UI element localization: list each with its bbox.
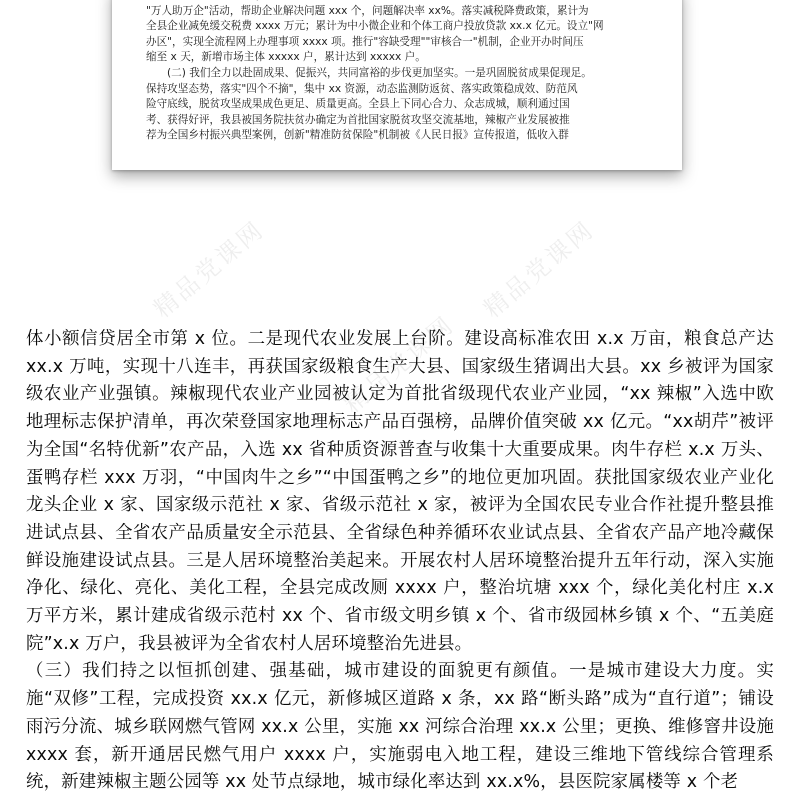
preview-line: 缩至 x 天，新增市场主体 xxxxx 户，累计达到 xxxxx 户。 [146, 51, 426, 64]
preview-line: "万人助万企"活动，帮助企业解决问题 xxx 个，问题解决率 xx%。落实减税降费政策，累计为 [146, 4, 589, 17]
watermark: 精品党课网 [478, 215, 600, 324]
preview-line: 办区"，实现全流程网上办理事项 xxxx 项。推行"容缺受理""审核合一"机制，企业开办时间压 [146, 35, 584, 48]
preview-line: 考、获得好评，我县被国务院扶贫办确定为首批国家脱贫攻坚交流基地，辣椒产业发展被推 [146, 113, 570, 126]
preview-line: 险守底线，脱贫攻坚成果成色更足、质量更高。全县上下同心合力、众志成城，顺利通过国 [146, 98, 570, 111]
body-paragraph: 体小额信贷居全市第 x 位。二是现代农业发展上台阶。建设高标准农田 x.x 万亩，粮食总产达 xx.x 万吨，实现十八连丰，再获国家级粮食生产大县、国家级生猪调出大县。xx 乡被评为国家级农业产业强镇。辣椒现代农业产业园被认定为首批省级现代农业产业园，“xx 辣椒”入选中欧地理标志保护清单，再次荣登国家地理标志产品百强榜，品牌价值突破 xx 亿元。“xx胡芹”被评为全国“名特优新”农产品，入选 xx 省种质资源普查与收集十大重要成果。肉牛存栏 x.x 万头、蛋鸭存栏 xxx 万羽，“中国肉牛之乡”“中国蛋鸭之乡”的地位更加巩固。获批国家级农业产业化龙头企业 x 家、国家级示范社 x 家、省级示范社 x 家，被评为全国农民专业合作社提升整县推进试点县、全省农产品质量安全示范县、全省绿色种养循环农业试点县、全省农产品产地冷藏保鲜设施建设试点县。三是人居环境整治美起来。开展农村人居环境整治提升五年行动，深入实施净化、绿化、亮化、美化工程，全县完成改厕 xxxx 户，整治坑塘 xxx 个，绿化美化村庄 x.x 万平方米，累计建成省级示范村 xx 个、省市级文明乡镇 x 个、省市级园林乡镇 x 个、“五美庭院”x.x 万户，我县被评为全省农村人居环境整治先进县。 [26, 329, 774, 654]
body-paragraph: （三）我们持之以恒抓创建、强基础，城市建设的面貌更有颜值。一是城市建设大力度。实施“双修”工程，完成投资 xx.x 亿元，新修城区道路 x 条，xx 路“断头路”成为“直行道”；铺设雨污分流、城乡联网燃气管网 xx.x 公里，实施 xx 河综合治理 xx.x 公里；更换、维修窨井设施 xxxx 套，新开通居民燃气用户 xxxx 户，实施弱电入地工程，建设三维地下管线综合管理系统，新建辣椒主题公园等 xx 处节点绿地，城市绿化率达到 xx.x%，县医院家属楼等 x 个老 [26, 661, 774, 793]
preview-line: 全县企业减免缓交税费 xxxx 万元；累计为中小微企业和个体工商户投放贷款 xx.x 亿元。设立"网 [146, 20, 604, 33]
watermark: 精品党课网 [338, 310, 460, 419]
watermark: 精品党课网 [148, 215, 270, 324]
document-preview-card [112, 0, 682, 170]
preview-line: (二) 我们全力以赴固成果、促振兴，共同富裕的步伐更加坚实。一是巩固脱贫成果促现足。 [167, 66, 592, 79]
preview-line: 荐为全国乡村振兴典型案例，创新"精准防贫保险"机制被《人民日报》宣传报道，低收入群 [146, 129, 569, 142]
document-body [26, 326, 774, 797]
preview-line: 保持攻坚态势，落实"四个不摘"，集中 xx 资源，动态监测防返贫、落实政策稳成效、防范风 [146, 82, 578, 95]
